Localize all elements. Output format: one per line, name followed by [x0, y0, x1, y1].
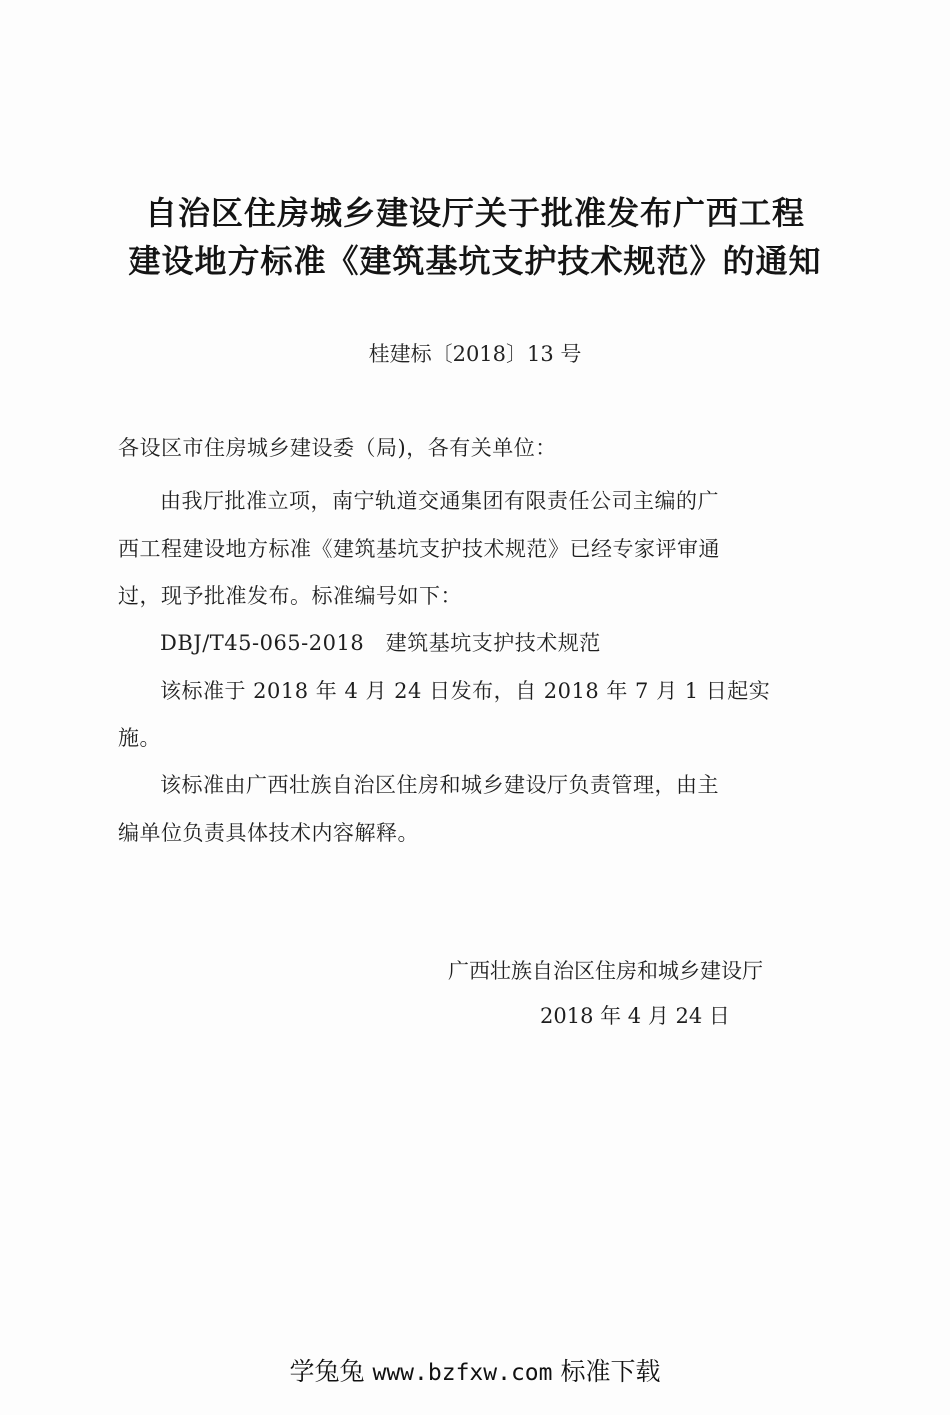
body-line: 由我厅批准立项，南宁轨道交通集团有限责任公司主编的广 — [160, 489, 719, 513]
signature-date: 2018 年 4 月 24 日 — [540, 1004, 730, 1028]
body-line: 过，现予批准发布。标准编号如下： — [118, 584, 462, 608]
notice-title-line-2: 建设地方标准《建筑基坑支护技术规范》的通知 — [128, 242, 822, 280]
body-line: 编单位负责具体技术内容解释。 — [118, 821, 419, 845]
salutation: 各设区市住房城乡建设委（局)，各有关单位： — [118, 436, 557, 460]
standard-number-line: DBJ/T45-065-2018 建筑基坑支护技术规范 — [160, 631, 601, 655]
footer-watermark — [0, 1352, 950, 1388]
footer-site-tagline: 标准下载 — [560, 1357, 661, 1386]
signature-organization: 广西壮族自治区住房和城乡建设厅 — [448, 959, 763, 983]
body-line: 该标准于 2018 年 4 月 24 日发布，自 2018 年 7 月 1 日起实 — [160, 679, 771, 703]
footer-site-url[interactable]: www.bzfxw.com — [372, 1360, 553, 1386]
document-number: 桂建标〔2018〕13 号 — [368, 342, 582, 366]
body-line: 该标准由广西壮族自治区住房和城乡建设厅负责管理，由主 — [160, 773, 719, 797]
footer-site-name: 学兔兔 — [289, 1357, 365, 1386]
notice-title-line-1: 自治区住房城乡建设厅关于批准发布广西工程 — [144, 194, 805, 232]
body-line: 施。 — [118, 726, 161, 750]
body-line: 西工程建设地方标准《建筑基坑支护技术规范》已经专家评审通 — [118, 537, 720, 561]
